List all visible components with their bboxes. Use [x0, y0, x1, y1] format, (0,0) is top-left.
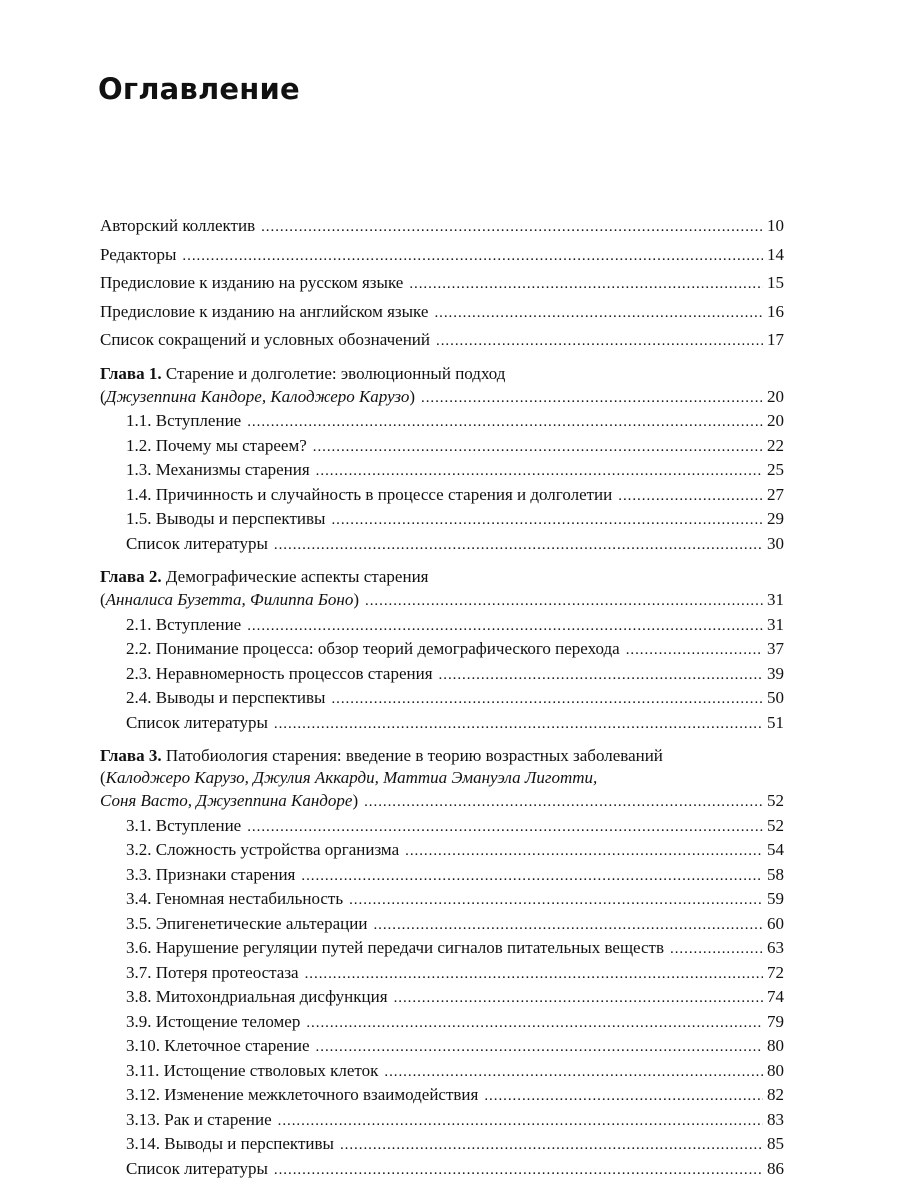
toc-entry[interactable]: [100, 328, 784, 353]
chapter-1-heading[interactable]: [100, 363, 784, 385]
chapter-3-authors-line: (Калоджеро Карузо, Джулия Аккарди, Маттиа Эмануэла Лиготти,: [100, 768, 598, 787]
dot-leader: [305, 961, 763, 978]
toc-section-title: 3.6. Нарушение регуляции путей передачи сигналов питательных веществ: [126, 938, 665, 957]
toc-section-title: 3.14. Выводы и перспективы: [126, 1134, 334, 1153]
toc-section[interactable]: [100, 458, 784, 483]
toc-entry-page: 10: [767, 216, 784, 235]
toc-section-title: 1.3. Механизмы старения: [126, 460, 310, 479]
toc-entry[interactable]: [100, 214, 784, 239]
dot-leader: [484, 1083, 763, 1100]
toc-section[interactable]: [100, 985, 784, 1010]
dot-leader: [261, 214, 763, 231]
dot-leader: [278, 1108, 763, 1125]
toc-entry-page: 22: [767, 435, 784, 455]
toc-entry-page: 52: [767, 815, 784, 835]
toc-section[interactable]: [100, 434, 784, 459]
toc-entry-page: 80: [767, 1036, 784, 1055]
dot-leader: [316, 1034, 763, 1051]
toc-entry-page: 14: [767, 244, 784, 264]
toc-section[interactable]: [100, 507, 784, 532]
toc-entry-title: Авторский коллектив: [100, 216, 256, 235]
toc-entry-page: 82: [767, 1085, 784, 1104]
toc-section[interactable]: [100, 613, 784, 638]
toc-section-title: 1.2. Почему мы стареем?: [126, 435, 307, 455]
chapter-title: Патобиология старения: введение в теорию возрастных заболеваний: [165, 746, 663, 765]
chapter-label: Глава 2.: [100, 567, 162, 586]
toc-section[interactable]: [100, 686, 784, 711]
toc-section-title: 3.4. Геномная нестабильность: [126, 889, 344, 908]
dot-leader: [316, 458, 763, 475]
toc-section[interactable]: [100, 1010, 784, 1035]
toc-entry-page: 51: [767, 712, 784, 732]
toc-entry-page: 59: [767, 889, 784, 908]
toc-entry-page: 31: [767, 614, 784, 634]
dot-leader: [373, 912, 763, 929]
toc-section[interactable]: [100, 637, 784, 662]
toc-section[interactable]: [100, 814, 784, 839]
toc-section[interactable]: [100, 483, 784, 508]
chapter-authors: Калоджеро Карузо, Джулия Аккарди, Маттиа Эмануэла Лиготти,: [105, 768, 598, 787]
dot-leader: [618, 483, 763, 500]
page-title: Оглавление: [98, 72, 300, 106]
chapter-authors: Анналиса Бузетта, Филиппа Боно: [105, 590, 354, 609]
dot-leader: [436, 328, 763, 345]
dot-leader: [434, 300, 763, 317]
toc-entry-page: 72: [767, 962, 784, 982]
toc-section-title: 2.1. Вступление: [126, 614, 242, 634]
toc-section-title: 3.5. Эпигенетические альтерации: [126, 913, 368, 933]
toc-section-title: 3.12. Изменение межклеточного взаимодействия: [126, 1085, 479, 1104]
dot-leader: [301, 863, 763, 880]
chapter-authors: Соня Васто, Джузеппина Кандоре: [100, 791, 353, 810]
toc-section-title: 3.3. Признаки старения: [126, 864, 296, 884]
toc-section-title: 3.11. Истощение стволовых клеток: [126, 1060, 379, 1080]
chapter-title: Старение и долголетие: эволюционный подход: [165, 363, 506, 383]
toc-section-title: 3.10. Клеточное старение: [126, 1036, 310, 1055]
toc-section[interactable]: [100, 532, 784, 557]
chapter-3-authors-row[interactable]: Соня Васто, Джузеппина Кандоре) . . . 52: [100, 789, 784, 814]
toc-entry-page: 74: [767, 987, 784, 1006]
toc-section[interactable]: [100, 662, 784, 687]
toc-entry[interactable]: [100, 300, 784, 325]
toc-entry-page: 39: [767, 663, 784, 683]
dot-leader: [313, 434, 763, 451]
toc-section-title: Список литературы: [126, 533, 268, 553]
dot-leader: [439, 662, 763, 679]
toc-section-title: 3.8. Митохондриальная дисфункция: [126, 987, 388, 1006]
chapter-label: Глава 3.: [100, 746, 162, 765]
toc-entry-page: 16: [767, 301, 784, 321]
dot-leader: [626, 637, 763, 654]
toc-section[interactable]: [100, 1132, 784, 1157]
toc-section[interactable]: [100, 887, 784, 912]
toc-entry-page: 20: [767, 386, 784, 406]
dot-leader: [405, 838, 763, 855]
chapter-2-heading[interactable]: [100, 566, 784, 588]
dot-leader: [274, 1157, 763, 1174]
toc-section-title: 3.7. Потеря протеостаза: [126, 962, 299, 982]
toc-section-title: 3.9. Истощение теломер: [126, 1011, 301, 1031]
toc-entry-page: 25: [767, 460, 784, 479]
chapter-authors: Джузеппина Кандоре, Калоджеро Карузо: [105, 386, 410, 406]
toc-section[interactable]: [100, 711, 784, 736]
dot-leader: [182, 243, 763, 260]
toc-entry-page: 54: [767, 840, 784, 859]
toc-entry-page: 27: [767, 484, 784, 504]
toc-entry-page: 60: [767, 913, 784, 933]
toc-section-title: 3.1. Вступление: [126, 815, 242, 835]
toc-section[interactable]: [100, 1157, 784, 1182]
toc-section-title: 1.5. Выводы и перспективы: [126, 509, 326, 528]
toc-section[interactable]: [100, 863, 784, 888]
toc-section-title: 1.1. Вступление: [126, 411, 242, 430]
dot-leader: [331, 686, 763, 703]
chapter-title: Демографические аспекты старения: [165, 567, 429, 586]
dot-leader: [331, 507, 763, 524]
dot-leader: [394, 985, 763, 1002]
toc-entry-page: 52: [767, 791, 784, 810]
toc-section-title: Список литературы: [126, 1158, 268, 1178]
toc-section[interactable]: [100, 912, 784, 937]
toc-entry-page: 79: [767, 1011, 784, 1031]
chapter-2-authors-row[interactable]: (Анналиса Бузетта, Филиппа Боно) . . . 31: [100, 588, 784, 613]
chapter-3-heading[interactable]: [100, 745, 784, 767]
dot-leader: [274, 711, 763, 728]
dot-leader: [247, 814, 763, 831]
toc-entry-title: Предисловие к изданию на русском языке: [100, 273, 404, 292]
toc-section[interactable]: [100, 936, 784, 961]
toc-section-title: 2.3. Неравномерность процессов старения: [126, 663, 433, 683]
dot-leader: [409, 271, 763, 288]
toc-section[interactable]: [100, 409, 784, 434]
toc-section[interactable]: [100, 1034, 784, 1059]
toc-entry-title: Редакторы: [100, 244, 177, 264]
toc-entry-page: 86: [767, 1158, 784, 1178]
toc-entry-page: 31: [767, 590, 784, 609]
dot-leader: [274, 532, 763, 549]
toc-section-title: Список литературы: [126, 712, 268, 732]
table-of-contents: [100, 214, 784, 1181]
toc-entry-page: 83: [767, 1109, 784, 1129]
toc-entry-page: 80: [767, 1060, 784, 1080]
dot-leader: [349, 887, 763, 904]
toc-entry-page: 85: [767, 1134, 784, 1153]
toc-section[interactable]: [100, 838, 784, 863]
dot-leader: [364, 789, 763, 806]
dot-leader: [365, 588, 763, 605]
dot-leader: [306, 1010, 763, 1027]
toc-entry-page: 58: [767, 864, 784, 884]
toc-section-title: 1.4. Причинность и случайность в процессе старения и долголетии: [126, 484, 613, 504]
toc-section-title: 3.13. Рак и старение: [126, 1109, 272, 1129]
toc-section[interactable]: [100, 1108, 784, 1133]
toc-entry[interactable]: [100, 271, 784, 296]
dot-leader: [421, 385, 763, 402]
dot-leader: [247, 613, 763, 630]
toc-entry-page: 37: [767, 639, 784, 658]
dot-leader: [670, 936, 763, 953]
toc-section-title: 2.4. Выводы и перспективы: [126, 688, 326, 707]
dot-leader: [340, 1132, 763, 1149]
toc-section-title: 3.2. Сложность устройства организма: [126, 840, 400, 859]
toc-section[interactable]: [100, 1083, 784, 1108]
chapter-1-authors-row[interactable]: (Джузеппина Кандоре, Калоджеро Карузо) . . . 20: [100, 385, 784, 410]
toc-section-title: 2.2. Понимание процесса: обзор теорий демографического перехода: [126, 639, 620, 658]
toc-entry-page: 15: [767, 273, 784, 292]
dot-leader: [247, 409, 763, 426]
toc-entry-title: Предисловие к изданию на английском языке: [100, 301, 429, 321]
toc-section[interactable]: [100, 1059, 784, 1084]
dot-leader: [384, 1059, 763, 1076]
toc-entry-page: 29: [767, 509, 784, 528]
toc-entry-page: 50: [767, 688, 784, 707]
toc-section[interactable]: [100, 961, 784, 986]
toc-entry-page: 30: [767, 533, 784, 553]
toc-entry-page: 17: [767, 330, 784, 349]
chapter-label: Глава 1.: [100, 363, 162, 383]
toc-entry[interactable]: [100, 243, 784, 268]
toc-entry-title: Список сокращений и условных обозначений: [100, 330, 431, 349]
toc-entry-page: 63: [767, 938, 784, 957]
toc-entry-page: 20: [767, 411, 784, 430]
